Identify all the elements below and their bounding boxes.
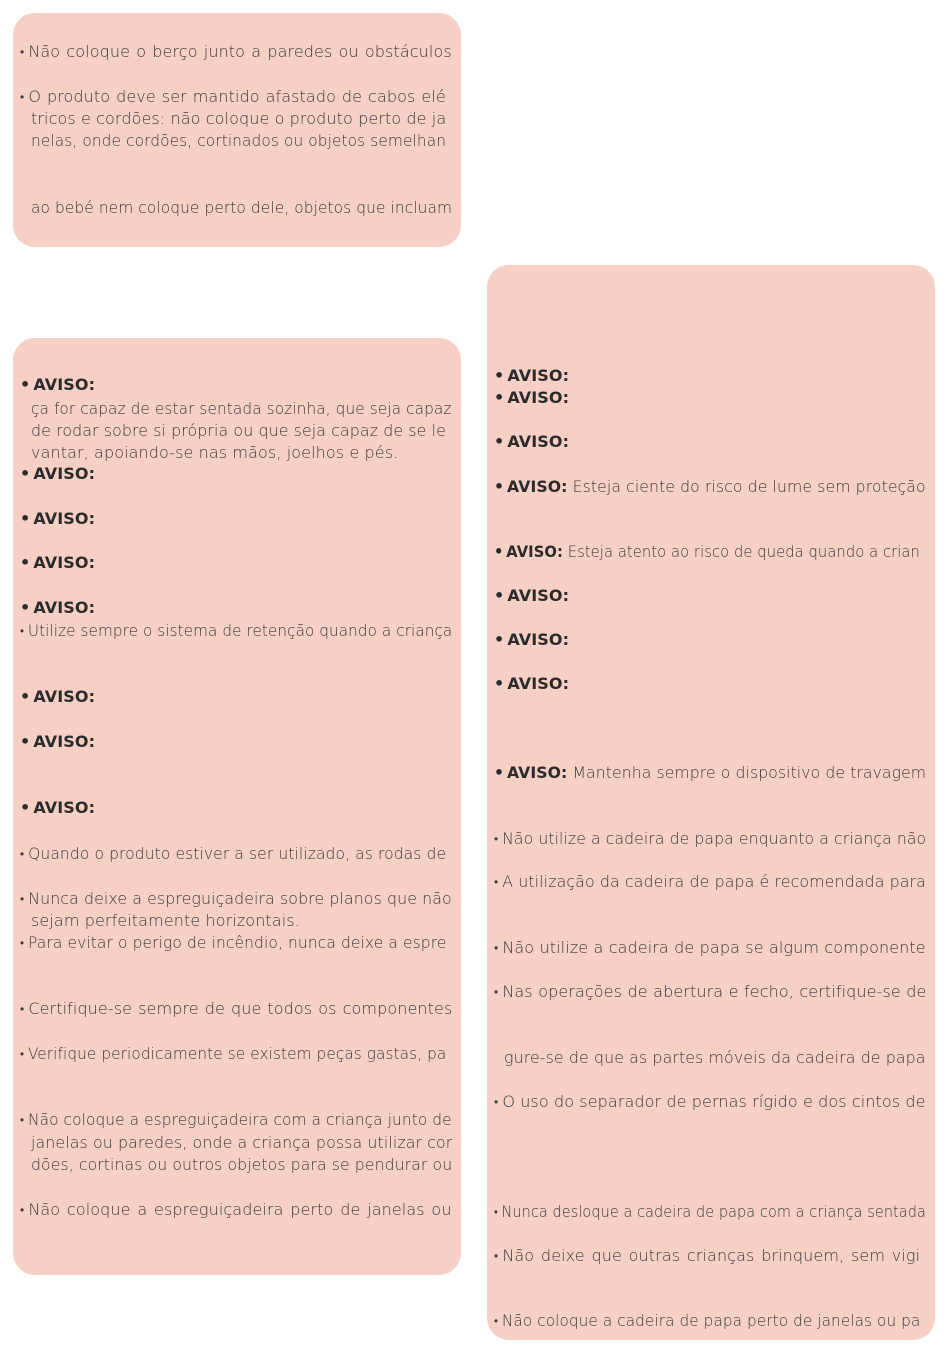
aviso-line: [494, 542, 920, 562]
line-text: A utilização da cadeira de papa é recomendada para: [502, 872, 926, 891]
bullet-icon: •: [20, 732, 31, 751]
line-text: Nas operações de abertura e fecho, certifique-se de: [502, 982, 927, 1001]
bullet-icon: •: [494, 388, 505, 407]
aviso-label: AVISO:: [33, 553, 96, 572]
line-text: dões, cortinas ou outros objetos para se pendurar ou: [31, 1155, 453, 1174]
aviso-label: AVISO:: [507, 366, 570, 385]
bullet-icon: •: [494, 763, 505, 782]
right-warning-panel: [487, 265, 935, 1340]
continuation-line: [31, 198, 452, 218]
bullet-line: [494, 1202, 926, 1222]
aviso-line: [494, 674, 569, 694]
aviso-line: [20, 375, 95, 395]
line-text: Esteja ciente do risco de lume sem proteção: [572, 477, 926, 496]
line-text: Quando o produto estiver a ser utilizado, as rodas de: [28, 844, 447, 863]
line-text: vantar, apoiando-se nas mãos, joelhos e pés.: [31, 443, 399, 462]
line-text: sejam perfeitamente horizontais.: [31, 911, 300, 930]
bullet-icon: •: [20, 892, 25, 906]
bullet-icon: •: [20, 1047, 25, 1061]
line-text: Não coloque a espreguiçadeira perto de janelas ou: [28, 1200, 452, 1219]
bullet-icon: •: [20, 847, 25, 861]
bullet-icon: •: [494, 630, 505, 649]
bullet-line: [20, 1044, 446, 1064]
bullet-line: [20, 42, 452, 62]
bullet-icon: •: [20, 1002, 25, 1016]
aviso-line: [20, 464, 95, 484]
aviso-line: [20, 553, 95, 573]
aviso-label: AVISO:: [33, 687, 96, 706]
bullet-icon: •: [20, 464, 31, 483]
line-text: Esteja atento ao risco de queda quando a crian: [567, 542, 920, 561]
aviso-label: AVISO:: [506, 542, 563, 561]
bullet-icon: •: [494, 1095, 499, 1109]
bullet-line: [494, 829, 926, 849]
aviso-line: [20, 732, 95, 752]
bullet-line: [494, 982, 926, 1002]
bullet-icon: •: [20, 936, 25, 950]
continuation-line: [31, 1133, 452, 1153]
bullet-line: [20, 1200, 452, 1220]
aviso-label: AVISO:: [507, 388, 570, 407]
bullet-icon: •: [20, 1203, 25, 1217]
line-text: ça for capaz de estar sentada sozinha, que seja capaz: [31, 399, 452, 418]
bullet-icon: •: [20, 553, 31, 572]
line-text: Verifique periodicamente se existem peças gastas, pa: [27, 1044, 447, 1063]
line-text: Mantenha sempre o dispositivo de travagem: [572, 763, 927, 782]
bullet-line: [494, 938, 926, 958]
aviso-label: AVISO:: [33, 375, 96, 394]
bullet-line: [494, 1092, 926, 1112]
bullet-icon: •: [20, 45, 25, 59]
aviso-line: [494, 630, 569, 650]
bullet-icon: •: [20, 598, 31, 617]
line-text: nelas, onde cordões, cortinados ou objetos semelhan: [31, 131, 447, 150]
line-text: janelas ou paredes, onde a criança possa utilizar cor: [31, 1133, 453, 1152]
bullet-icon: •: [20, 375, 31, 394]
bullet-icon: •: [494, 941, 499, 955]
aviso-label: AVISO:: [507, 477, 568, 496]
continuation-line: [31, 911, 300, 931]
bullet-line: [20, 889, 452, 909]
bullet-icon: •: [494, 1205, 498, 1219]
aviso-label: AVISO:: [507, 432, 570, 451]
aviso-line: [494, 366, 569, 386]
aviso-line: [20, 598, 95, 618]
aviso-label: AVISO:: [33, 798, 96, 817]
continuation-line: [31, 443, 398, 463]
bullet-icon: •: [20, 624, 25, 638]
aviso-label: AVISO:: [507, 586, 570, 605]
bullet-icon: •: [494, 432, 505, 451]
continuation-line: [31, 131, 446, 151]
line-text: Para evitar o perigo de incêndio, nunca deixe a espre: [28, 933, 447, 952]
aviso-line: [494, 477, 926, 497]
line-text: Certifique-se sempre de que todos os componentes: [28, 999, 453, 1018]
line-text: de rodar sobre si própria ou que seja capaz de se le: [31, 421, 446, 440]
aviso-label: AVISO:: [33, 732, 96, 751]
bullet-icon: •: [20, 509, 31, 528]
bullet-icon: •: [20, 1113, 25, 1127]
aviso-label: AVISO:: [507, 763, 568, 782]
bullet-line: [494, 1311, 920, 1331]
line-text: Não deixe que outras crianças brinquem, sem vigi: [502, 1246, 921, 1265]
bullet-icon: •: [494, 985, 499, 999]
bullet-icon: •: [494, 875, 499, 889]
aviso-line: [494, 388, 569, 408]
aviso-label: AVISO:: [507, 630, 570, 649]
bullet-icon: •: [494, 1314, 499, 1328]
line-text: Não coloque a espreguiçadeira com a criança junto de: [27, 1110, 452, 1129]
line-text: Não coloque o berço junto a paredes ou obstáculos: [28, 42, 452, 61]
bullet-icon: •: [494, 477, 505, 496]
bullet-icon: •: [20, 798, 31, 817]
continuation-line: [31, 109, 446, 129]
continuation-line: [31, 421, 446, 441]
aviso-line: [494, 763, 926, 783]
aviso-line: [20, 509, 95, 529]
bullet-icon: •: [494, 366, 505, 385]
line-text: Não utilize a cadeira de papa se algum componente: [502, 938, 926, 957]
continuation-line: [31, 1155, 452, 1175]
aviso-line: [494, 432, 569, 452]
line-text: tricos e cordões: não coloque o produto perto de ja: [31, 109, 447, 128]
line-text: gure-se de que as partes móveis da cadeira de papa: [504, 1048, 926, 1067]
aviso-line: [494, 586, 569, 606]
bullet-icon: •: [494, 1249, 499, 1263]
aviso-label: AVISO:: [33, 464, 96, 483]
bullet-line: [20, 933, 446, 953]
aviso-line: [20, 687, 95, 707]
aviso-label: AVISO:: [33, 509, 96, 528]
continuation-line: [31, 399, 452, 419]
bullet-line: [20, 87, 446, 107]
bullet-line: [494, 1246, 920, 1266]
bullet-line: [494, 872, 926, 892]
bullet-line: [20, 999, 452, 1019]
aviso-line: [20, 798, 95, 818]
bullet-line: [20, 621, 452, 641]
bullet-icon: •: [494, 586, 505, 605]
line-text: Não utilize a cadeira de papa enquanto a criança não: [502, 829, 927, 848]
bullet-icon: •: [494, 832, 499, 846]
line-text: Nunca deixe a espreguiçadeira sobre planos que não: [28, 889, 452, 908]
bullet-icon: •: [494, 674, 505, 693]
bullet-icon: •: [20, 687, 31, 706]
line-text: O uso do separador de pernas rígido e dos cintos de: [502, 1092, 926, 1111]
bullet-line: [20, 844, 446, 864]
line-text: O produto deve ser mantido afastado de cabos elé: [28, 87, 446, 106]
line-text: Utilize sempre o sistema de retenção quando a criança: [27, 621, 453, 640]
continuation-line: [504, 1048, 926, 1068]
line-text: Nunca desloque a cadeira de papa com a criança sentada: [501, 1202, 926, 1221]
bullet-icon: •: [20, 90, 25, 104]
aviso-label: AVISO:: [33, 598, 96, 617]
line-text: ao bebé nem coloque perto dele, objetos que incluam: [31, 198, 453, 217]
line-text: Não coloque a cadeira de papa perto de janelas ou pa: [501, 1311, 921, 1330]
bullet-icon: •: [494, 542, 504, 561]
aviso-label: AVISO:: [507, 674, 570, 693]
bullet-line: [20, 1110, 452, 1130]
